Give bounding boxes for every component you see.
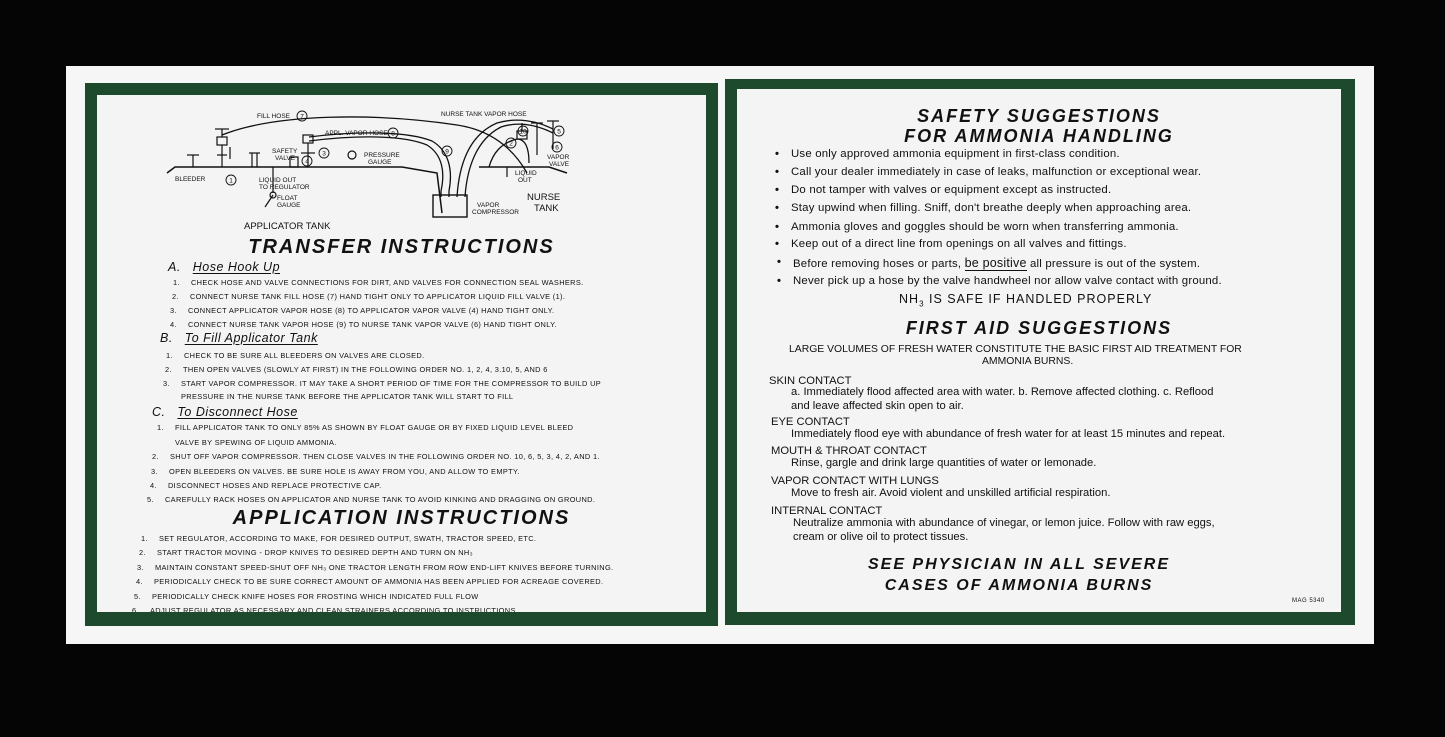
- skin-contact-heading: SKIN CONTACT: [769, 375, 852, 387]
- nurse-vapor-hose-line: [457, 120, 553, 197]
- svg-text:5: 5: [557, 128, 561, 136]
- transfer-panel-body: [97, 95, 706, 612]
- list-item: 6. ADJUST REGULATOR AS NECESSARY AND CLEAN STRAINERS ACCORDING TO INSTRUCTIONS.: [132, 606, 519, 612]
- safety-bullet: • Use only approved ammonia equipment in first-class condition.: [791, 148, 1120, 160]
- see-physician-line-1: SEE PHYSICIAN IN ALL SEVERE: [867, 556, 1171, 573]
- internal-contact-text: Neutralize ammonia with abundance of vinegar, or lemon juice. Follow with raw eggs,: [793, 517, 1215, 529]
- section-a-title: Hose Hook Up: [192, 260, 281, 274]
- vapor-compressor-label-2: COMPRESSOR: [472, 209, 519, 216]
- list-item: 3. START VAPOR COMPRESSOR. IT MAY TAKE A SHORT PERIOD OF TIME FOR THE COMPRESSOR TO BUILD UP: [163, 379, 602, 388]
- list-item: 3. OPEN BLEEDERS ON VALVES. BE SURE HOLE IS AWAY FROM YOU, AND ALLOW TO EMPTY.: [151, 467, 520, 476]
- vapor-contact-text: Move to fresh air. Avoid violent and unskilled artificial respiration.: [791, 487, 1111, 499]
- liquid-out-label: LIQUID: [515, 170, 537, 177]
- mouth-throat-heading: MOUTH & THROAT CONTACT: [771, 445, 927, 457]
- svg-text:9: 9: [445, 148, 449, 156]
- transfer-instructions-panel: [85, 83, 718, 626]
- first-aid-intro: LARGE VOLUMES OF FRESH WATER CONSTITUTE THE BASIC FIRST AID TREATMENT FOR: [789, 344, 1242, 355]
- section-b-heading: [160, 331, 318, 345]
- safety-bullet: • Ammonia gloves and goggles should be worn when transferring ammonia.: [791, 221, 1179, 233]
- vapor-contact-heading: VAPOR CONTACT WITH LUNGS: [771, 475, 939, 487]
- section-c-heading: [152, 405, 298, 419]
- pressure-gauge-label: PRESSURE: [364, 152, 400, 159]
- float-gauge-label: FLOAT: [277, 195, 298, 202]
- first-aid-intro-2: AMMONIA BURNS.: [982, 356, 1074, 367]
- list-item: 1. CHECK HOSE AND VALVE CONNECTIONS FOR DIRT, AND VALVES FOR CONNECTION SEAL WASHERS.: [173, 278, 584, 287]
- list-item: 2. CONNECT NURSE TANK FILL HOSE (7) HAND TIGHT ONLY TO APPLICATOR LIQUID FILL VALVE (1).: [172, 292, 566, 301]
- list-item: PRESSURE IN THE NURSE TANK BEFORE THE APPLICATOR TANK WILL START TO FILL: [181, 392, 514, 401]
- internal-contact-heading: INTERNAL CONTACT: [771, 505, 883, 517]
- safety-bullet: • Stay upwind when filling. Sniff, don't breathe deeply when approaching area.: [791, 202, 1191, 214]
- appl-vapor-hose-label: APPL. VAPOR HOSE: [325, 130, 388, 137]
- see-physician-line-2: CASES OF AMMONIA BURNS: [884, 577, 1154, 594]
- safety-bullet: • Keep out of a direct line from openings on all valves and fittings.: [791, 238, 1127, 250]
- safety-bullet: • Call your dealer immediately in case of leaks, malfunction or exceptional wear.: [791, 166, 1201, 178]
- fill-hose-label: FILL HOSE: [257, 113, 290, 120]
- safety-valve-label: SAFETY: [272, 148, 298, 155]
- internal-contact-text-2: cream or olive oil to protect tissues.: [793, 531, 969, 543]
- mouth-throat-text: Rinse, gargle and drink large quantities of water or lemonade.: [791, 457, 1097, 469]
- list-item: 4. CONNECT NURSE TANK VAPOR HOSE (9) TO NURSE TANK VAPOR VALVE (6) HAND TIGHT ONLY.: [170, 320, 557, 329]
- safety-first-aid-panel: [725, 79, 1355, 625]
- list-item: 4. PERIODICALLY CHECK TO BE SURE CORRECT AMOUNT OF AMMONIA HAS BEEN APPLIED FOR ACREAGE COVERED.: [136, 577, 604, 586]
- section-a-letter: A.: [168, 260, 181, 274]
- svg-text:4: 4: [305, 158, 309, 166]
- svg-text:7: 7: [300, 113, 304, 121]
- list-item: 4. DISCONNECT HOSES AND REPLACE PROTECTIVE CAP.: [150, 481, 382, 490]
- vapor-compressor-label: VAPOR: [477, 202, 500, 209]
- liquid-out-to-regulator-label: LIQUID OUT: [259, 177, 297, 184]
- section-b-letter: B.: [160, 331, 173, 345]
- list-item: VALVE BY SPEWING OF LIQUID AMMONIA.: [175, 438, 337, 447]
- safety-valve-label-2: VALVE: [275, 155, 295, 162]
- bleeder-valve: [187, 155, 199, 167]
- list-item: 2. SHUT OFF VAPOR COMPRESSOR. THEN CLOSE VALVES IN THE FOLLOWING ORDER NO. 10, 6, 5, 3, 4, 2, AND 1.: [152, 452, 600, 461]
- section-c-letter: C.: [152, 405, 166, 419]
- list-item: 1. CHECK TO BE SURE ALL BLEEDERS ON VALVES ARE CLOSED.: [166, 351, 425, 360]
- nurse-vapor-hose-line-2: [465, 124, 553, 197]
- nurse-tank-vapor-hose-label: NURSE TANK VAPOR HOSE: [441, 111, 527, 118]
- eye-contact-heading: EYE CONTACT: [771, 416, 850, 428]
- list-item: 1. FILL APPLICATOR TANK TO ONLY 85% AS SHOWN BY FLOAT GAUGE OR BY FIXED LIQUID LEVEL BLEED: [157, 423, 574, 432]
- safety-title-line-2: FOR AMMONIA HANDLING: [904, 126, 1174, 146]
- liquid-out-pipe: [249, 153, 260, 167]
- list-item: 5. PERIODICALLY CHECK KNIFE HOSES FOR FROSTING WHICH INDICATED FULL FLOW: [134, 592, 479, 601]
- safety-bullet: • Do not tamper with valves or equipment except as instructed.: [791, 184, 1111, 196]
- svg-text:1: 1: [229, 177, 233, 185]
- safety-title-line-1: SAFETY SUGGESTIONS: [917, 106, 1161, 126]
- application-instructions-title: APPLICATION INSTRUCTIONS: [232, 507, 571, 529]
- svg-text:10: 10: [519, 128, 527, 136]
- applicator-tank-label: APPLICATOR TANK: [244, 221, 331, 232]
- safety-bullet: • Never pick up a hose by the valve handwheel nor allow valve contact with ground.: [793, 275, 1222, 287]
- eye-contact-text: Immediately flood eye with abundance of fresh water for at least 15 minutes and repeat.: [791, 428, 1226, 440]
- first-aid-title: FIRST AID SUGGESTIONS: [905, 318, 1173, 338]
- nurse-tank-valves: [507, 121, 559, 177]
- applicator-fill-valve: [215, 129, 230, 167]
- be-positive-emphasis: be positive: [964, 256, 1027, 270]
- liquid-out-to-regulator-label-2: TO REGULATOR: [259, 184, 310, 191]
- pressure-gauge-label-2: GAUGE: [368, 159, 392, 166]
- section-b-title: To Fill Applicator Tank: [184, 331, 318, 345]
- svg-text:2: 2: [509, 140, 513, 148]
- skin-contact-text: a. Immediately flood affected area with water. b. Remove affected clothing. c. Reflood: [791, 386, 1214, 398]
- vapor-valve-label-2: VALVE: [549, 161, 569, 168]
- tank-hookup-diagram: [97, 95, 706, 235]
- list-item: 1. SET REGULATOR, ACCORDING TO MAKE, FOR DESIRED OUTPUT, SWATH, TRACTOR SPEED, ETC.: [141, 534, 537, 543]
- safety-bullet: • Before removing hoses or parts, be positive all pressure is out of the system.: [793, 256, 1200, 270]
- liquid-out-label-2: OUT: [518, 177, 532, 184]
- section-c-title: To Disconnect Hose: [177, 405, 298, 419]
- pressure-gauge-shape: [348, 151, 356, 159]
- skin-contact-text-2: and leave affected skin open to air.: [791, 400, 964, 412]
- vapor-valve-label: VAPOR: [547, 154, 570, 161]
- float-gauge-label-2: GAUGE: [277, 202, 301, 209]
- svg-text:6: 6: [555, 144, 559, 152]
- svg-text:3: 3: [322, 150, 326, 158]
- nh3-safe-statement: $NH_3$ IS SAFE IF HANDLED PROPERLY: [899, 292, 1153, 309]
- vapor-compressor-box: [433, 195, 467, 217]
- list-item: 3. MAINTAIN CONSTANT SPEED-SHUT OFF NH₃ ONE TRACTOR LENGTH FROM ROW END-LIFT KNIVES BEFORE TURNING.: [137, 563, 614, 572]
- transfer-instructions-title: TRANSFER INSTRUCTIONS: [248, 236, 555, 258]
- product-code: MAG 5340: [1292, 598, 1325, 604]
- nurse-tank-label: NURSE: [527, 192, 561, 203]
- safety-panel-body: [737, 89, 1341, 612]
- bleeder-label: BLEEDER: [175, 176, 206, 183]
- list-item: 5. CAREFULLY RACK HOSES ON APPLICATOR AND NURSE TANK TO AVOID KINKING AND DRAGGING ON GROUND.: [147, 495, 596, 504]
- section-a-heading: [168, 260, 280, 274]
- list-item: 2. THEN OPEN VALVES (SLOWLY AT FIRST) IN THE FOLLOWING ORDER NO. 1, 2, 4, 3.10, 5, AND 6: [165, 365, 548, 374]
- svg-text:8: 8: [391, 130, 395, 138]
- list-item: 2. START TRACTOR MOVING - DROP KNIVES TO DESIRED DEPTH AND TURN ON NH₃: [139, 548, 473, 557]
- list-item: 3. CONNECT APPLICATOR VAPOR HOSE (8) TO APPLICATOR VAPOR VALVE (4) HAND TIGHT ONLY.: [170, 306, 555, 315]
- nurse-tank-label-2: TANK: [534, 203, 559, 214]
